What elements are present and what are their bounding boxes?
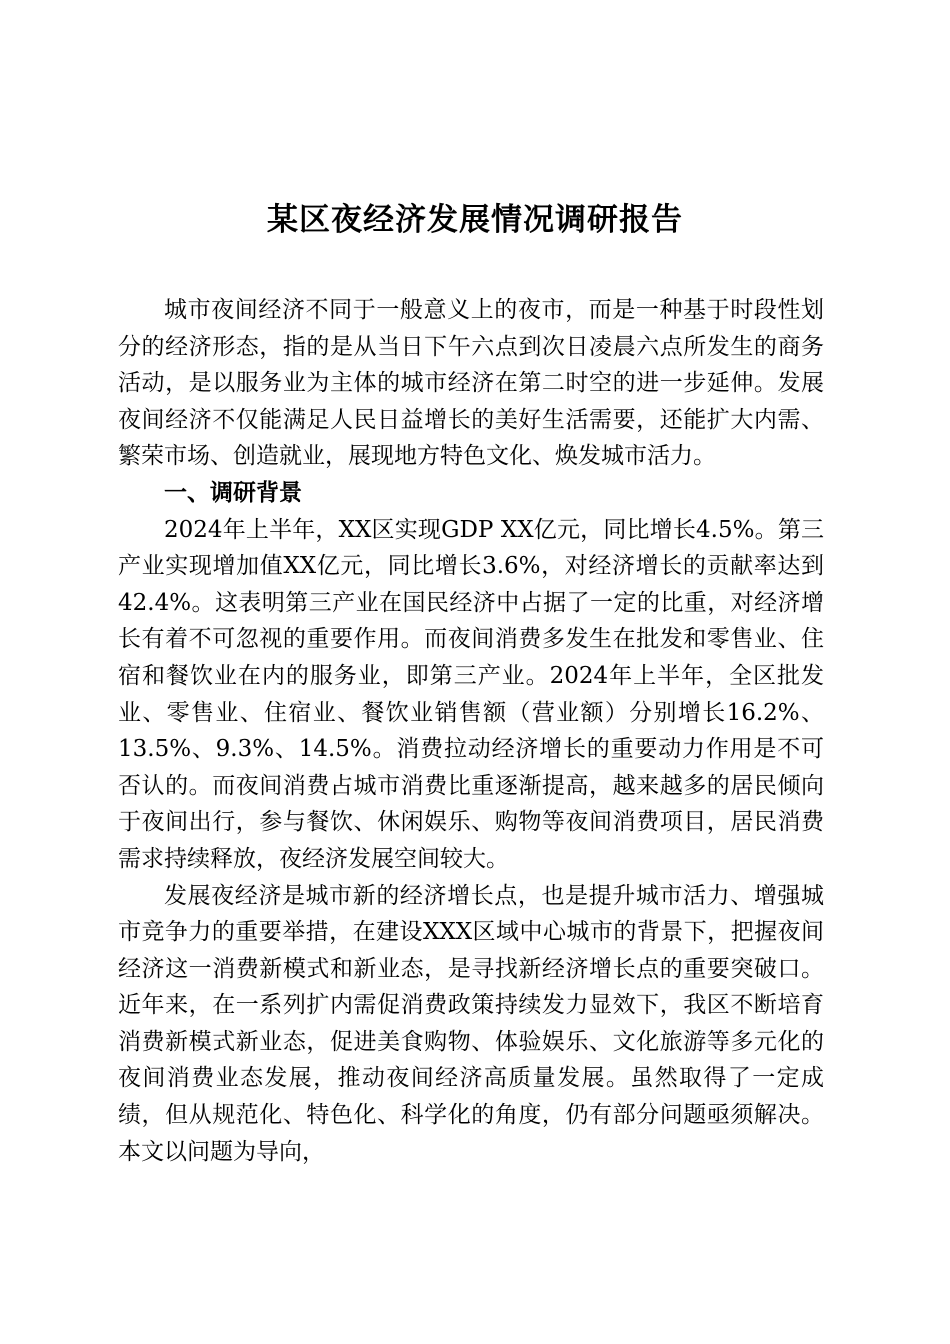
intro-paragraph: 城市夜间经济不同于一般意义上的夜市，而是一种基于时段性划分的经济形态，指的是从当日下午六点到次日凌晨六点所发生的商务活动，是以服务业为主体的城市经济在第二时空的进一步延伸。发展夜间经济不仅能满足人民日益增长的美好生活需要，还能扩大内需、繁荣市场、创造就业，展现地方特色文化、焕发城市活力。 xyxy=(118,297,824,470)
section-heading-research-background: 一、调研背景 xyxy=(164,478,302,506)
background-paragraph-1: 2024年上半年，XX区实现GDP XX亿元，同比增长4.5%。第三产业实现增加值XX亿元，同比增长3.6%，对经济增长的贡献率达到42.4%。这表明第三产业在国民经济中占据了一定的比重，对经济增长有着不可忽视的重要作用。而夜间消费多发生在批发和零售业、住宿和餐饮业在内的服务业，即第三产业。2024年上半年，全区批发业、零售业、住宿业、餐饮业销售额（营业额）分别增长16.2%、13.5%、9.3%、14.5%。消费拉动经济增长的重要动力作用是不可否认的。而夜间消费占城市消费比重逐渐提高，越来越多的居民倾向于夜间出行，参与餐饮、休闲娱乐、购物等夜间消费项目，居民消费需求持续释放，夜经济发展空间较大。 xyxy=(118,516,824,872)
document-title: 某区夜经济发展情况调研报告 xyxy=(267,202,683,238)
document-body xyxy=(118,292,824,1170)
background-paragraph-2: 发展夜经济是城市新的经济增长点，也是提升城市活力、增强城市竞争力的重要举措，在建设XXX区域中心城市的背景下，把握夜间经济这一消费新模式和新业态，是寻找新经济增长点的重要突破口。近年来，在一系列扩内需促消费政策持续发力显效下，我区不断培育消费新模式新业态，促进美食购物、体验娱乐、文化旅游等多元化的夜间消费业态发展，推动夜间经济高质量发展。虽然取得了一定成绩，但从规范化、特色化、科学化的角度，仍有部分问题亟须解决。本文以问题为导向， xyxy=(118,882,824,1165)
